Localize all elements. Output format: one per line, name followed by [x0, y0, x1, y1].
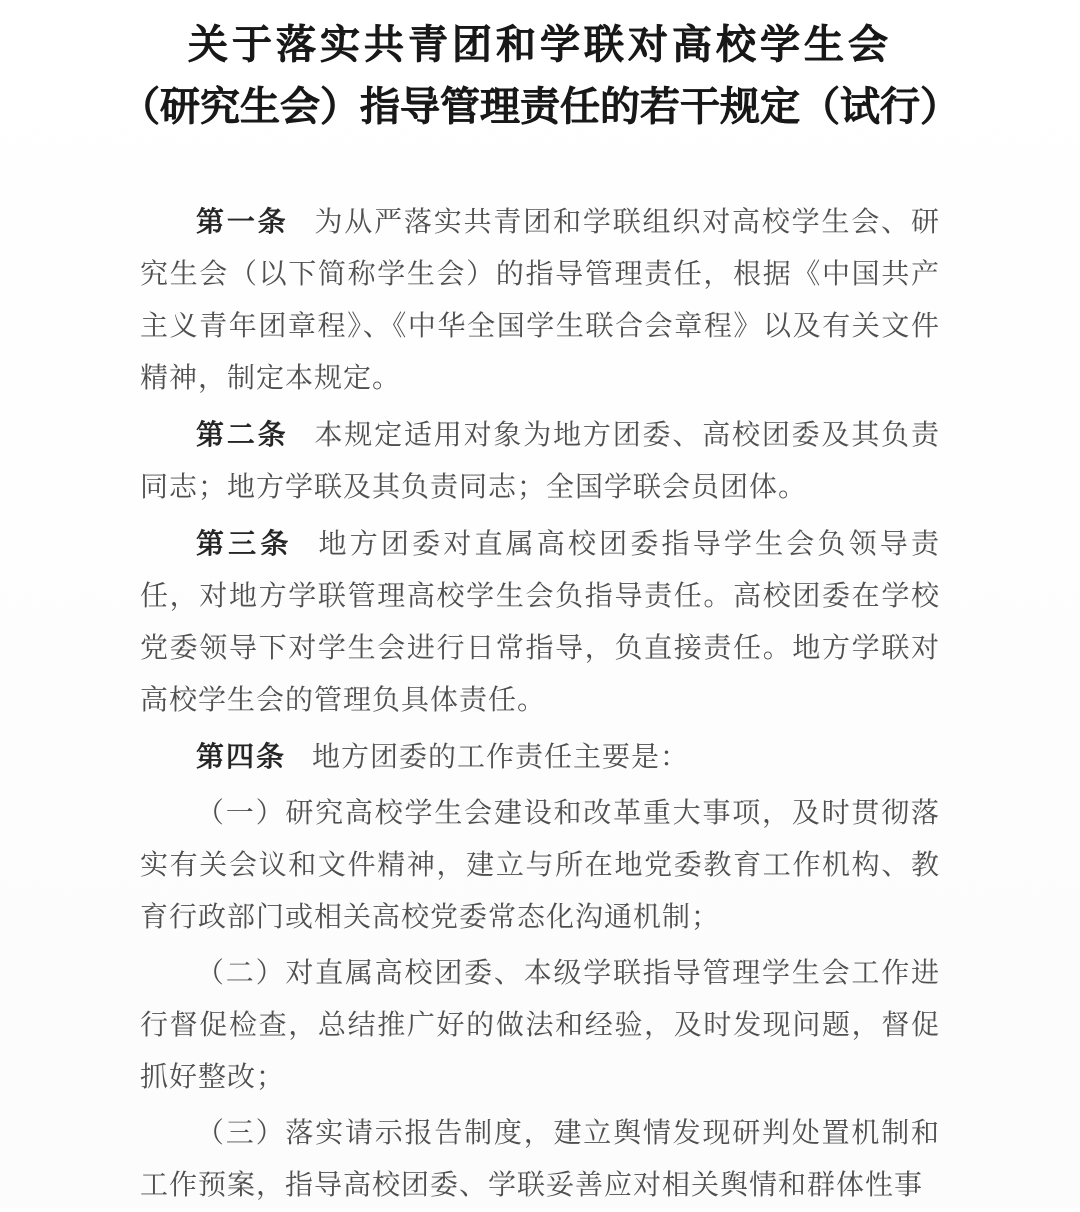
article-text: （二）对直属高校团委、本级学联指导管理学生会工作进行督促检查，总结推广好的做法和经验，及时发现问题，督促抓好整改；	[140, 958, 940, 1093]
document-paragraph	[140, 409, 940, 514]
article-number-label: 第三条	[196, 528, 293, 559]
article-number-label: 第二条	[196, 419, 289, 450]
article-text: 地方团委对直属高校团委指导学生会负领导责任，对地方学联管理高校学生会负指导责任。高校团委在学校党委领导下对学生会进行日常指导，负直接责任。地方学联对高校学生会的管理负具体责任。	[140, 529, 940, 716]
document-paragraph	[140, 518, 940, 727]
document-title-line-1: 关于落实共青团和学联对高校学生会	[188, 23, 892, 67]
article-text: （一）研究高校学生会建设和改革重大事项，及时贯彻落实有关会议和文件精神，建立与所在地党委教育工作机构、教育行政部门或相关高校党委常态化沟通机制；	[140, 798, 940, 933]
document-paragraph	[140, 1108, 940, 1212]
document-paragraph	[140, 788, 940, 944]
article-number-label: 第一条	[196, 206, 289, 237]
article-text: （三）落实请示报告制度，建立舆情发现研判处置机制和工作预案，指导高校团委、学联妥善应对相关舆情和群体性事	[140, 1118, 940, 1201]
document-paragraph	[140, 731, 940, 784]
document-title-line-2: （研究生会）指导管理责任的若干规定（试行）	[120, 85, 960, 129]
document-title	[0, 14, 1080, 138]
document-body	[140, 196, 940, 1212]
article-number-label: 第四条	[196, 741, 287, 772]
article-text: 地方团委的工作责任主要是：	[312, 742, 690, 773]
document-paragraph	[140, 196, 940, 405]
article-text: 为从严落实共青团和学联组织对高校学生会、研究生会（以下简称学生会）的指导管理责任，根据《中国共产主义青年团章程》、《中华全国学生联合会章程》以及有关文件精神，制定本规定。	[140, 207, 940, 394]
article-text: 本规定适用对象为地方团委、高校团委及其负责同志；地方学联及其负责同志；全国学联会员团体。	[140, 420, 940, 503]
document-paragraph	[140, 948, 940, 1104]
